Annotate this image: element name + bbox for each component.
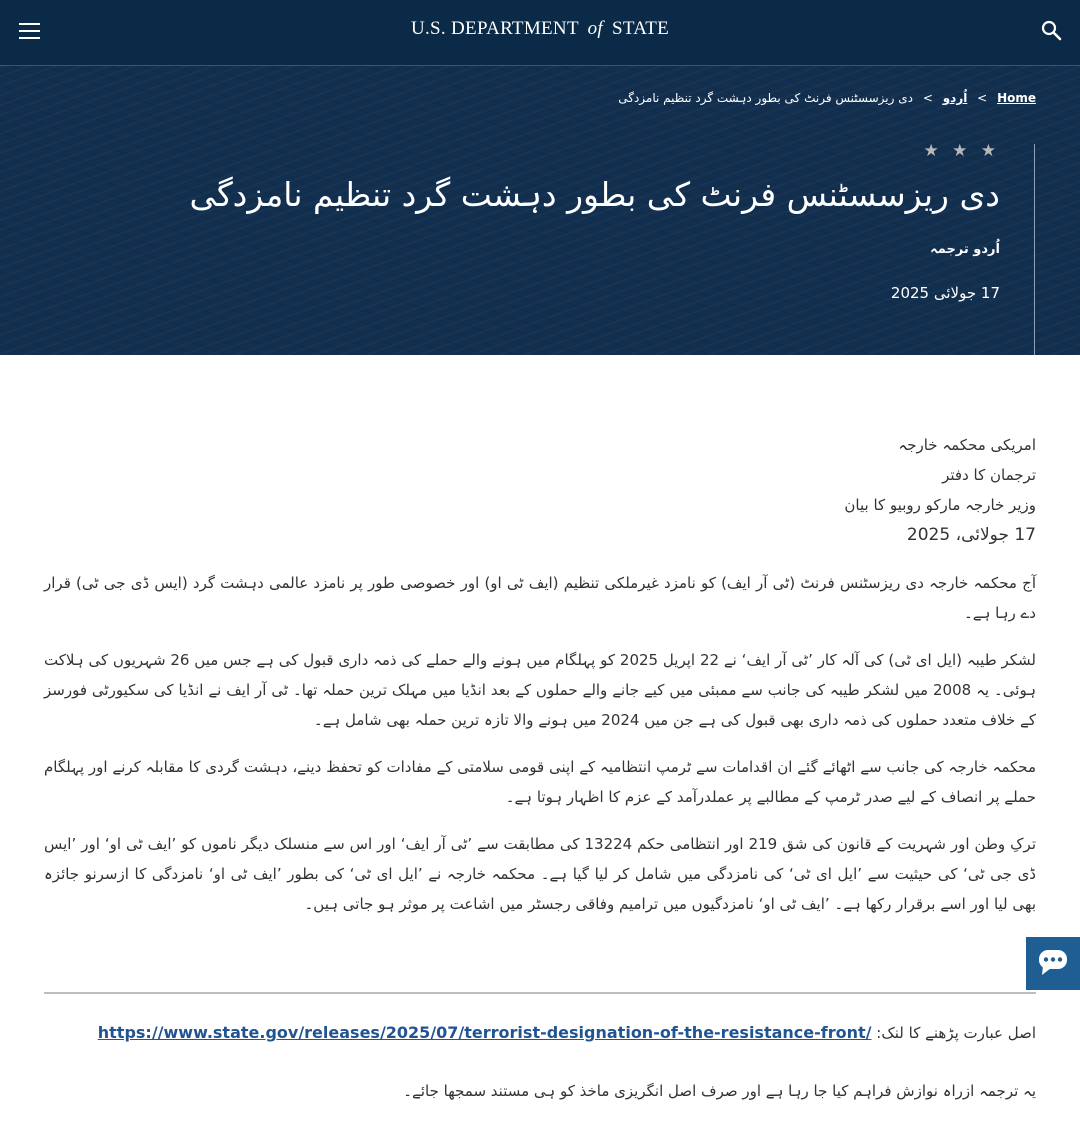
stars-icon: ★ ★ ★ — [923, 141, 1000, 161]
breadcrumb-separator: > — [922, 91, 933, 105]
statement-header — [44, 430, 1036, 550]
source-label: اصل عبارت پڑھنے کا لنک: — [876, 1024, 1036, 1042]
site-logo[interactable] — [0, 18, 1080, 40]
search-icon[interactable] — [1040, 19, 1064, 43]
breadcrumb-urdu-link[interactable]: اُردو — [942, 91, 968, 105]
hero-banner — [0, 66, 1080, 355]
page-title: دی ریزسسٹنس فرنٹ کی بطور دہشت گرد تنظیم نامزدگی — [189, 175, 1000, 214]
site-header — [0, 0, 1080, 66]
breadcrumb-separator: > — [977, 91, 988, 105]
logo-text-pre: U.S. DEPARTMENT — [410, 18, 579, 39]
statement-date: 17 جولائی، 2025 — [906, 525, 1036, 545]
breadcrumb — [618, 91, 1036, 105]
content-divider — [44, 992, 1036, 994]
article-body — [44, 430, 1036, 919]
address-line: وزیر خارجہ مارکو روبیو کا بیان — [844, 496, 1036, 514]
logo-text-of: of — [587, 18, 603, 39]
article-paragraph: ترکِ وطن اور شہریت کے قانون کی شق 219 اور انتظامی حکم 13224 کی مطابقت سے ’ٹی آر ایف‘ اور اس سے منسلک دیگر ناموں کو ’ایف ٹی او‘ اور ’ایس ڈی جی ٹی‘ کی حیثیت سے ’ایل ای ٹی‘ کی نامزدگی میں شامل کر لیا گیا ہے۔ محکمہ خارجہ نے ’ایل ای ٹی‘ کی بطور ’ایف ٹی او‘ نامزدگی کا ازسرنو جائزہ بھی لیا اور اسے برقرار رکھا ہے۔ ’ایف ٹی او‘ نامزدگیوں میں ترامیم وفاقی رجسٹر میں اشاعت پر موثر ہو جاتی ہیں۔ — [44, 835, 1037, 913]
chat-button[interactable] — [1026, 937, 1080, 990]
article-paragraph: آج محکمہ خارجہ دی ریزسٹنس فرنٹ (ٹی آر ایف) کو نامزد غیرملکی تنظیم (ایف ٹی او) اور خصوصی طور پر نامزد عالمی دہشت گرد (ایس ڈی جی ٹی) قرار دے رہا ہے۔ — [44, 574, 1036, 622]
chat-bubble-icon — [1026, 937, 1080, 990]
address-line: امریکی محکمہ خارجہ — [898, 436, 1036, 454]
hamburger-menu-icon[interactable] — [19, 20, 41, 42]
article-paragraph: لشکر طیبہ (ایل ای ٹی) کی آلہ کار ’ٹی آر ایف‘ نے 22 اپریل 2025 کو پہلگام میں ہونے والے حملے کی ذمہ داری قبول کی ہے جس میں 26 شہریوں کی ہلاکت ہوئی۔ یہ 2008 میں لشکر طیبہ کی جانب سے ممبئی میں کیے جانے والے حملوں کے بعد انڈیا میں مہلک ترین حملہ تھا۔ ٹی آر ایف نے انڈیا کی سکیورٹی فورسز کے خلاف متعدد حملوں کی ذمہ داری بھی قبول کی ہے جن میں 2024 میں ہونے والا تازہ ترین حملہ بھی شامل ہے۔ — [44, 651, 1036, 729]
breadcrumb-home-link[interactable]: Home — [997, 91, 1036, 105]
article-paragraph: محکمہ خارجہ کی جانب سے اٹھائے گئے ان اقدامات سے ٹرمپ انتظامیہ کے اپنی قومی سلامتی کے مفادات کو تحفظ دینے، دہشت گردی کا مقابلہ کرنے اور پہلگام حملے پر انصاف کے لیے صدر ٹرمپ کے مطالبے پر عملدرآمد کے عزم کا اظہار ہوتا ہے۔ — [44, 758, 1036, 806]
hero-divider-line — [1034, 144, 1035, 355]
source-link-line — [98, 1018, 1036, 1048]
source-url-link[interactable]: https://www.state.gov/releases/2025/07/terrorist-designation-of-the-resistance-front/ — [97, 1023, 872, 1042]
address-line: ترجمان کا دفتر — [942, 466, 1036, 484]
publish-date: 17 جولائی 2025 — [890, 284, 1000, 302]
page-subtitle: اُردو ترجمہ — [930, 242, 1000, 257]
breadcrumb-current: دی ریزسسٹنس فرنٹ کی بطور دہشت گرد تنظیم نامزدگی — [618, 91, 913, 105]
translation-disclaimer: یہ ترجمہ ازراہ نوازش فراہم کیا جا رہا ہے اور صرف اصل انگریزی ماخذ کو ہی مستند سمجھا جائے۔ — [403, 1082, 1036, 1100]
logo-text-post: STATE — [612, 18, 670, 39]
